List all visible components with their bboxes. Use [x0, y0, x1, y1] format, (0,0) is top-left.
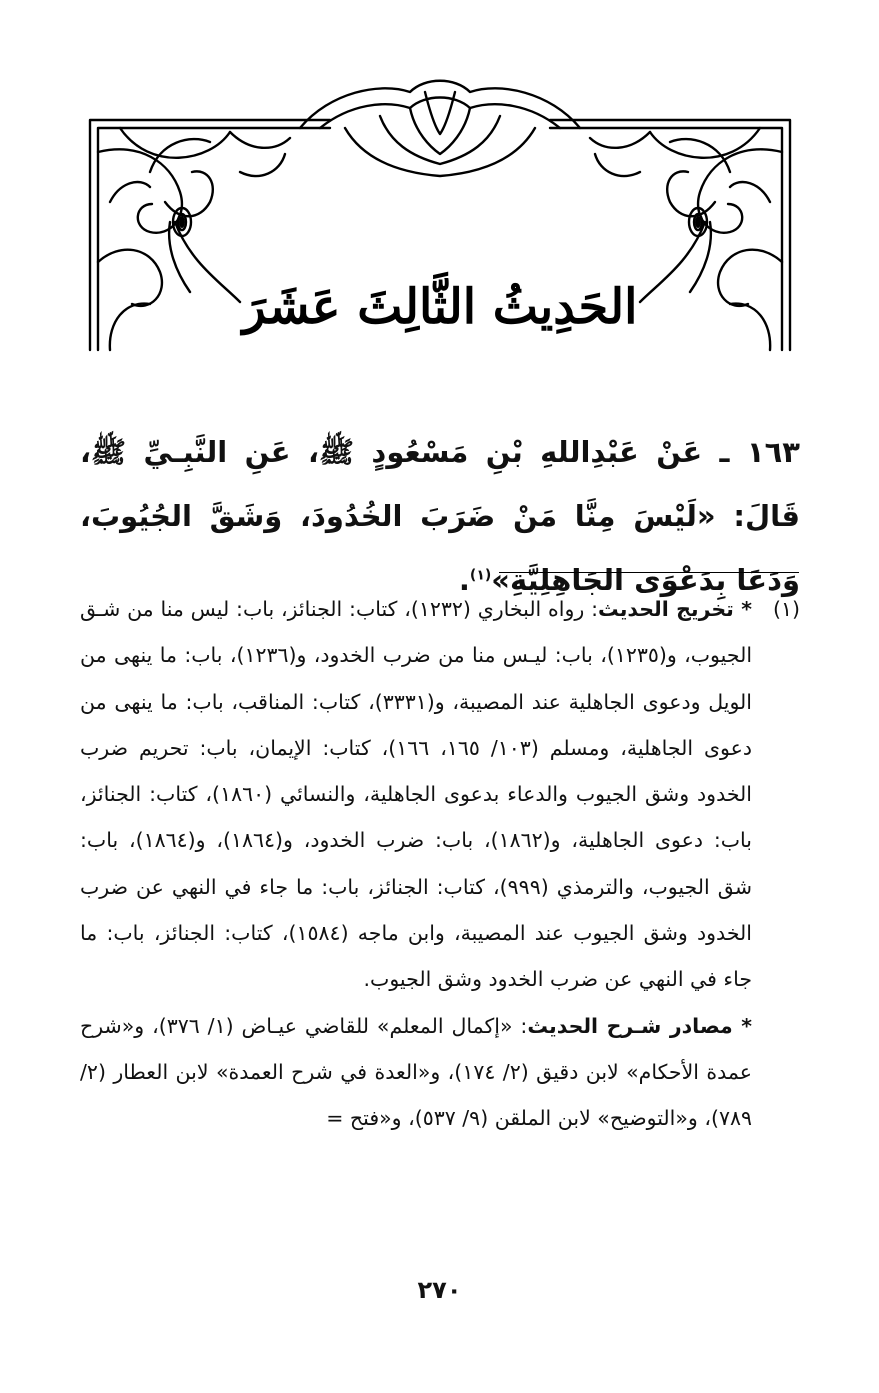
takhrij-paragraph — [80, 586, 752, 1003]
sources-label: * مصادر شـرح الحديث — [527, 1013, 752, 1038]
hadith-text-block — [80, 420, 800, 612]
footnote-reference[interactable]: (١) — [469, 567, 492, 584]
sources-text: : «إكمال المعلم» للقاضي عيـاض (١/ ٣٧٦)، و«شرح عمدة الأحكام» لابن دقيق (٢/ ١٧٤)، و«العدة في شرح العمدة» لابن العطار (٢/ ٧٨٩)، و«التوضيح» لابن الملقن (٩/ ٥٣٧)، و«فتح = — [80, 1013, 752, 1131]
sources-paragraph — [80, 1003, 752, 1142]
hadith-number: ١٦٣ — [746, 435, 800, 469]
takhrij-text: : رواه البخاري (١٢٣٢)، كتاب: الجنائز، باب: ليس منا من شـق الجيوب، و(١٢٣٥)، باب: ليـس منا من ضرب الخدود، و(١٢٣٦)، باب: ما ينهى من الويل ودعوى الجاهلية عند المصيبة، و(٣٣٣١)، كتاب: المناقب، باب: ما ينهى من دعوى الجاهلية، ومسلم (١٠٣/ ١٦٥، ١٦٦)، كتاب: الإيمان، باب: تحريم ضرب الخدود وشق الجيوب والدعاء بدعوى الجاهلية، والنسائي (١٨٦٠)، كتاب: الجنائز، باب: دعوى الجاهلية، و(١٨٦٢)، باب: ضرب الخدود، و(١٨٦٤)، و(١٨٦٤)، باب: شق الجيوب، والترمذي (٩٩٩)، كتاب: الجنائز، باب: ما جاء في النهي عن ضرب الخدود وشق الجيوب عند المصيبة، وابن ماجه (١٥٨٤)، كتاب: الجنائز، باب: ما جاء في النهي عن ضرب الخدود وشق الجيوب. — [80, 597, 753, 992]
chapter-title: الحَدِيثُ الثَّالِثَ عَشَرَ — [242, 279, 638, 335]
footnote-number: (١) — [772, 597, 800, 621]
hadith-end-mark: . — [458, 563, 470, 597]
takhrij-label: * تخريج الحديث — [598, 597, 752, 621]
footnote-divider — [499, 572, 799, 573]
page-number: ٢٧٠ — [417, 1276, 462, 1304]
footnotes-block — [80, 586, 800, 1142]
hadith-body: ـ عَنْ عَبْدِاللهِ بْنِ مَسْعُودٍ ﷺ، عَنِ النَّبِـيِّ ﷺ، قَالَ: «لَيْسَ مِنَّا مَنْ ضَرَبَ الخُدُودَ، وَشَقَّ الجُيُوبَ، وَدَعَا بِدَعْوَى الجَاهِلِيَّةِ» — [80, 435, 800, 597]
